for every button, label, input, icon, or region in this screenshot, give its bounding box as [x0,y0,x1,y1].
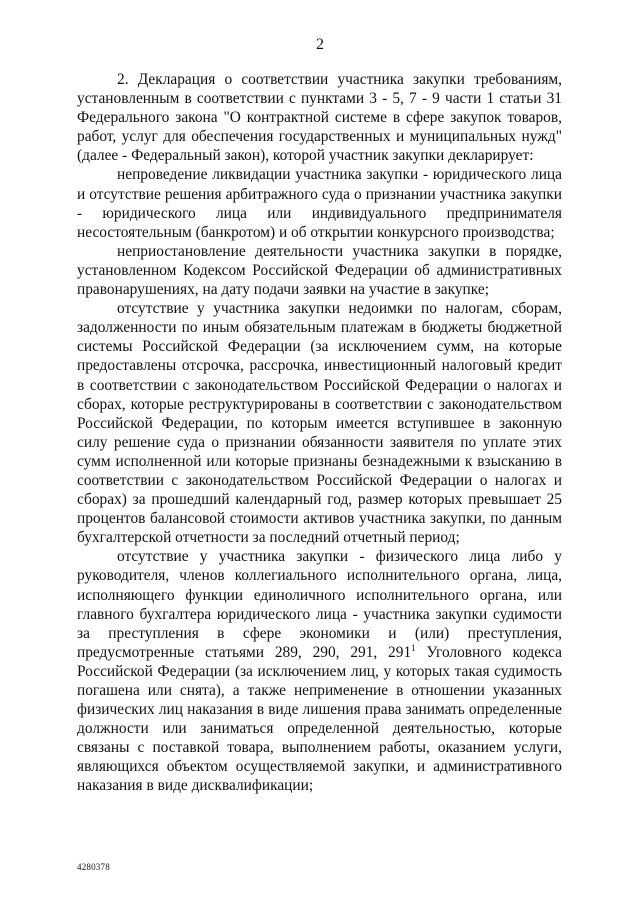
paragraph-no-suspension: неприостановление деятельности участника закупки в порядке, установленном Кодексом Российской Федерации об административных правонарушениях, на дату подачи заявки на участие в закупке; [77,242,562,299]
paragraph-declaration: 2. Декларация о соответствии участника закупки требованиям, установленным в соответствии с пунктами 3 - 5, 7 - 9 части 1 статьи 31 Федерального закона "О контрактной системе в сфере закупок товаров, работ, услуг для обеспечения государственных и муниципальных нужд" (далее - Федеральный закон), которой участник закупки декларирует: [77,71,562,165]
conviction-text-start: отсутствие у участника закупки - физического лица либо у руководителя, членов коллегиального исполнительного органа, лица, исполняющего функции единоличного исполнительного органа, или главного бухгалтера юридического лица - участника закупки судимости за преступления в сфере экономики и (или) преступления, предусмотренные статьями 289, 290, 291, 291 [77,548,562,661]
article-superscript: 1 [411,642,416,653]
conviction-text-end: Уголовного кодекса Российской Федерации (за исключением лиц, у которых такая судимость погашена или снята), а также неприменение в отношении указанных физических лиц наказания в виде лишения права занимать определенные должности или заниматься определенной деятельностью, которые связаны с поставкой товара, выполнением работы, оказанием услуги, являющихся объектом осуществляемой закупки, и административного наказания в виде дисквалификации; [77,643,562,795]
document-body [77,70,562,796]
paragraph-no-arrears: отсутствие у участника закупки недоимки по налогам, сборам, задолженности по иным обязательным платежам в бюджеты бюджетной системы Российской Федерации (за исключением сумм, на которые предоставлены отсрочка, рассрочка, инвестиционный налоговый кредит в соответствии с законодательством Российской Федерации о налогах и сборах, которые реструктурированы в соответствии с законодательством Российской Федерации, по которым имеется вступившее в законную силу решение суда о признании обязанности заявителя по уплате этих сумм исполненной или которые признаны безнадежными к взысканию в соответствии с законодательством Российской Федерации о налогах и сборах) за прошедший календарный год, размер которых превышает 25 процентов балансовой стоимости активов участника закупки, по данным бухгалтерской отчетности за последний отчетный период; [77,300,562,547]
document-code: 4280378 [77,862,110,872]
paragraph-no-liquidation: непроведение ликвидации участника закупки - юридического лица и отсутствие решения арбитражного суда о признании участника закупки - юридического лица или индивидуального предпринимателя несостоятельным (банкротом) и об открытии конкурсного производства; [77,166,562,241]
page-number: 2 [316,36,324,53]
paragraph-no-conviction [77,547,562,795]
